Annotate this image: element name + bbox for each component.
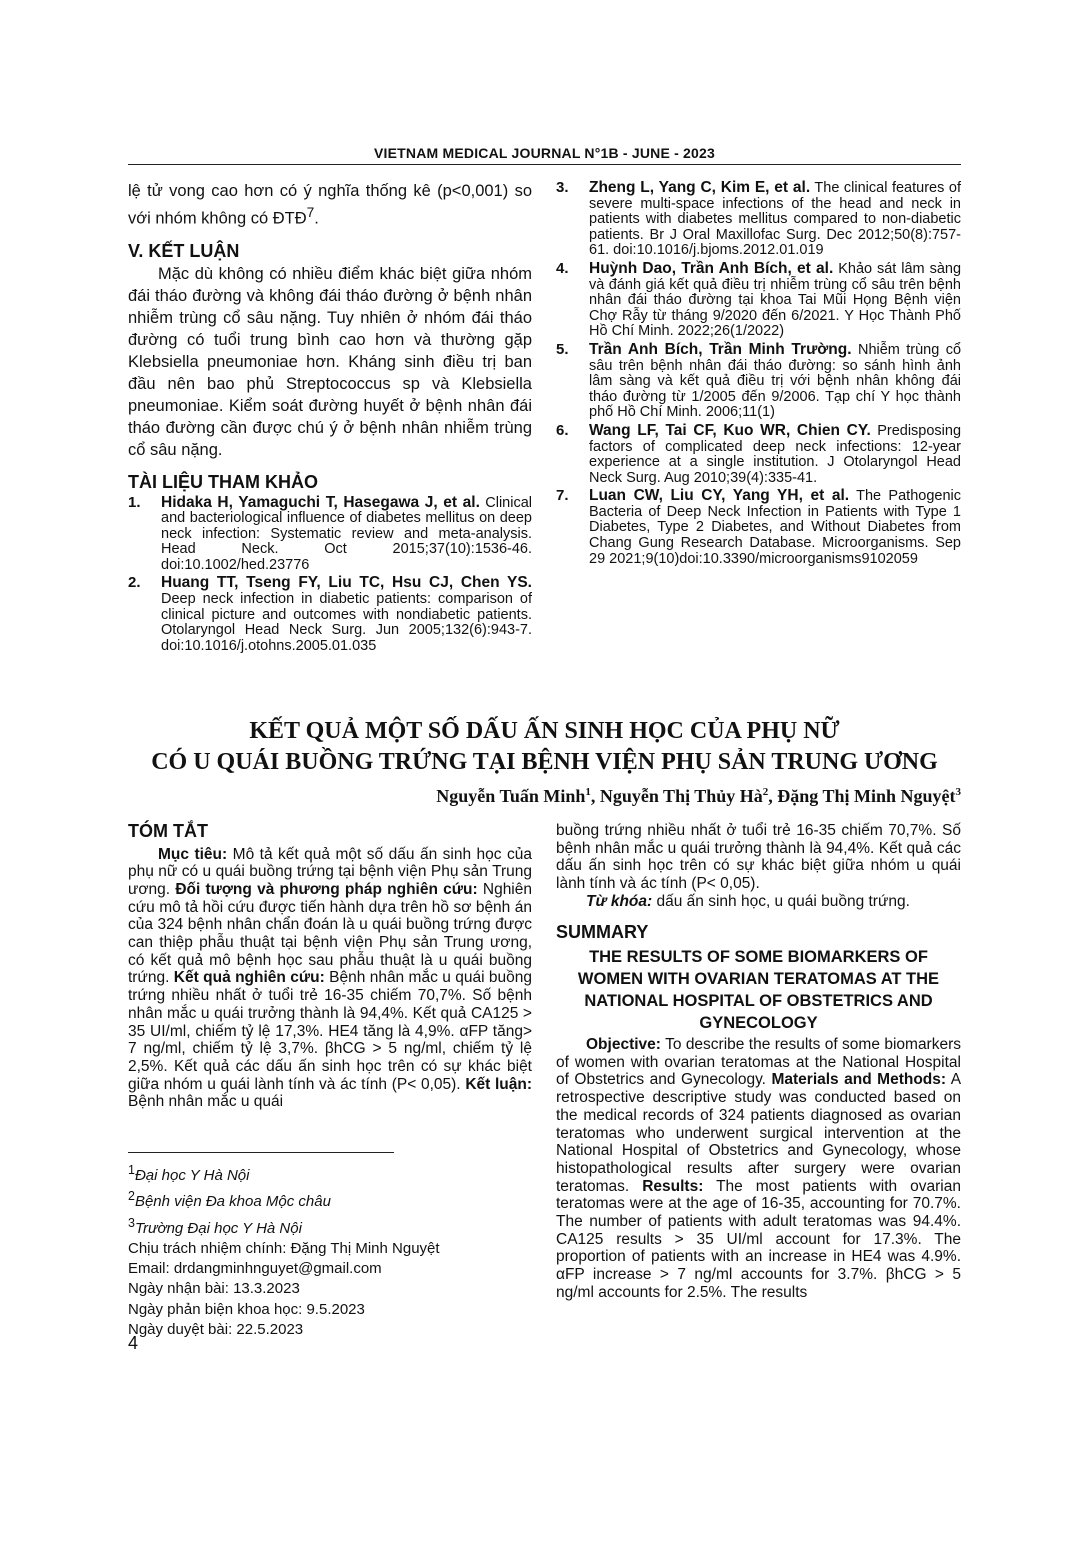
running-head: VIETNAM MEDICAL JOURNAL N°1B - JUNE - 2023 — [374, 145, 715, 161]
keywords: Từ khóa: dấu ấn sinh học, u quái buồng trứng. — [586, 892, 910, 910]
summary-title: THE RESULTS OF SOME BIOMARKERS OF WOMEN WITH OVARIAN TERATOMAS AT THE NATIONAL HOSPITAL OF OBSTETRICS AND GYNECOLOGY — [577, 948, 940, 1033]
reference-item: 7. Luan CW, Liu CY, Yang YH, et al. The Pathogenic Bacteria of Deep Neck Infection in Patients with Type 1 Diabetes, Type 2 Diabetes, and Without Diabetes from Chang Gung Research Database. Microorganisms. Sep 29 2021;9(10)doi:10.3390/microorganisms9102059 — [556, 487, 961, 567]
reference-list — [128, 495, 532, 655]
email: Email: drdangminhnguyet@gmail.com — [128, 1260, 382, 1278]
header-rule — [128, 164, 961, 165]
references-heading: TÀI LIỆU THAM KHẢO — [128, 472, 318, 492]
reference-list-continued — [556, 180, 961, 567]
reference-item: 1. Hidaka H, Yamaguchi T, Hasegawa J, et al. Clinical and bacteriological influence of diabetes mellitus on deep neck infection: Systematic review and meta-analysis. Head Neck. Oct 2015;37(10):1536-46. doi:10.1002/hed.23776 — [128, 493, 532, 573]
reference-item: 5. Trần Anh Bích, Trần Minh Trường. Nhiễm trùng cổ sâu trên bệnh nhân đái tháo đường: so sánh hình ảnh lâm sàng và kết quả điều trị với bệnh nhân không đái tháo đường từ 1/2005 đến 9/2006. Tạp chí Y học thành phố Hồ Chí Minh. 2006;11(1) — [556, 340, 962, 421]
footnote-rule — [128, 1152, 394, 1153]
date-received: Ngày nhận bài: 13.3.2023 — [128, 1280, 300, 1298]
article-title: KẾT QUẢ MỘT SỐ DẤU ẤN SINH HỌC CỦA PHỤ NỮ CÓ U QUÁI BUỒNG TRỨNG TẠI BỆNH VIỆN PHỤ SẢN TRUNG ƯƠNG — [151, 718, 938, 775]
reference-item: 2. Huang TT, Tseng FY, Liu TC, Hsu CJ, Chen YS. Deep neck infection in diabetic patients: comparison of clinical picture and outcomes with nondiabetic patients. Otolaryngol Head Neck Surg. Jun 2005;132(6):943-7. doi:10.1016/j.otohns.2005.01.035 — [128, 574, 532, 654]
author-line: Nguyễn Tuấn Minh$^1$, Nguyễn Thị Thủy $Hà^2$, Đặng Thị Minh Nguyệt$^3$ — [436, 786, 961, 806]
reference-item: 4. Huỳnh Dao, Trần Anh Bích, et al. Khảo sát lâm sàng và đánh giá kết quả điều trị nhiễm trùng cổ sâu trên bệnh nhân đái tháo đường tại khoa Tai Mũi Họng Bệnh viện Chợ Rẫy từ tháng 9/2020 đến 6/2021. Y Học Thành Phố Hồ Chí Minh. 2022;26(1/2022) — [556, 259, 962, 340]
page-number: 4 — [128, 1333, 139, 1353]
conclusion-paragraph: Mặc dù không có nhiều điểm khác biệt giữa nhóm đái tháo đường và không đái tháo đường ở bệnh nhân nhiễm trùng cổ sâu nặng. Tuy nhiên ở nhóm đái tháo đường có tuổi trung bình cao hơn và thường gặp Klebsiella pneumoniae hơn. Kháng sinh điều trị ban đầu nên bao phủ Streptococcus sp và Klebsiella pneumoniae. Kiểm soát đường huyết ở bệnh nhân đái tháo đường cần được chú ý ở bệnh nhân nhiễm trùng cổ sâu nặng. — [128, 265, 532, 459]
corresponding-author: Chịu trách nhiệm chính: Đặng Thị Minh Nguyệt — [128, 1239, 440, 1257]
prev-article-left-column — [128, 180, 532, 656]
closing-paragraph: lệ tử vong cao hơn có ý nghĩa thống kê (p<0,001) so với nhóm không có ĐTĐ$^7$. — [128, 182, 532, 228]
affiliation: $^2$Bệnh viện Đa khoa Mộc châu — [128, 1189, 331, 1211]
reference-item: 3. Zheng L, Yang C, Kim E, et al. The clinical features of severe multi-space infections of the head and neck in patients with diabetes mellitus compared to non-diabetic patients. Br J Oral Maxillofac Surg. Dec 2012;50(8):757-61. doi:10.1016/j.bjoms.2012.01.019 — [556, 179, 961, 259]
reference-item: 6. Wang LF, Tai CF, Kuo WR, Chien CY. Predisposing factors of complicated deep neck infections: 12-year experience at a single institution. J Otolaryngol Head Neck Surg. Aug 2010;39(4):335-41. — [556, 421, 962, 486]
summary-paragraph: Objective: To describe the results of some biomarkers of women with ovarian teratomas at the National Hospital of Obstetrics and Gynecology. Materials and Methods: A retrospective descriptive study was conducted based on the medical records of 324 patients diagnosed as ovarian teratomas who underwent surgical intervention at the National Hospital of Obstetrics and Gynecology, whose histopathological results after surgery were ovarian teratomas. Results: The most patients with ovarian teratomas were at the age of 16-35, accounting for 70.7%. The number of patients with adult teratomas was 94.4%. CA125 results > 35 UI/ml account for 17.3%. The proportion of patients with an increase in HE4 was 4.9%. αFP increase > 7 ng/ml accounts for 3.7%. βhCG > 5 ng/ml accounts for 2.5%. The results — [556, 1036, 962, 1301]
prev-article-right-column — [556, 180, 961, 569]
abstract-continued: buồng trứng nhiều nhất ở tuổi trẻ 16-35 chiếm 70,7%. Số bệnh nhân mắc u quái trưởng thành là 94,4%. Kết quả các dấu ấn sinh học trên có sự khác biệt giữa nhóm u quái lành tính và ác tính (P< 0,05). — [556, 822, 961, 893]
date-accepted: Ngày duyệt bài: 22.5.2023 — [128, 1321, 304, 1339]
conclusion-heading: V. KẾT LUẬN — [128, 240, 240, 261]
abstract-left-column — [128, 822, 532, 1111]
abstract-right-column — [556, 822, 961, 1302]
abstract-heading: TÓM TẮT — [128, 821, 208, 841]
affiliation: $^1$Đại học Y Hà Nội — [128, 1163, 250, 1184]
date-reviewed: Ngày phản biện khoa học: 9.5.2023 — [128, 1300, 365, 1318]
affiliation: $^3$Trường Đại học Y Hà Nội — [128, 1215, 302, 1237]
abstract-paragraph: Mục tiêu: Mô tả kết quả một số dấu ấn sinh học của phụ nữ có u quái buồng trứng tại bệnh viện Phụ sản Trung ương. Đối tượng và phương pháp nghiên cứu: Nghiên cứu mô tả hồi cứu được tiến hành dựa trên hồ sơ bệnh án của 324 bệnh nhân chẩn đoán là u quái buồng trứng được can thiệp phẫu thuật tại bệnh viện Phụ sản Trung ương, có kết quả mô bệnh học sau phẫu thuật là u quái buồng trứng. Kết quả nghiên cứu: Bệnh nhân mắc u quái buồng trứng nhiều nhất ở tuổi trẻ 16-35 chiếm 70,7%. Số bệnh nhân mắc u quái trưởng thành là 94,4%. Kết quả CA125 > 35 UI/ml, chiếm tỷ lệ 17,3%. HE4 tăng là 4,9%. αFP tăng> 7 ng/ml, chiếm tỷ lệ 3,7%. βhCG > 5 ng/ml, chiếm tỷ lệ 2,5%. Kết quả các dấu ấn sinh học trên có sự khác biệt giữa nhóm u quái lành tính và ác tính (P< 0,05). Kết luận: Bệnh nhân mắc u quái — [128, 845, 533, 1111]
summary-heading: SUMMARY — [556, 921, 649, 942]
footnotes — [128, 1160, 532, 1340]
